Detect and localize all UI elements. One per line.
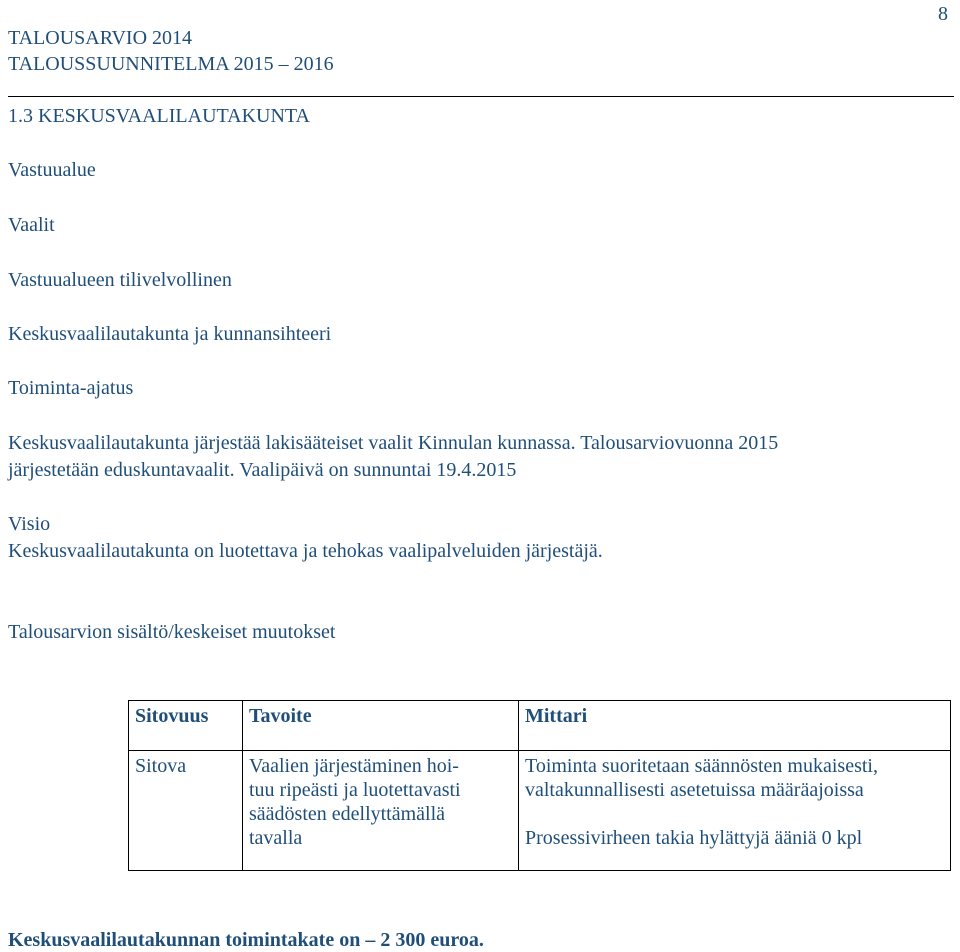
mittari-spacer <box>525 802 944 826</box>
cell-sitovuus <box>129 751 243 871</box>
budget-table <box>128 700 951 871</box>
document-title: TALOUSARVIO 2014 <box>8 27 193 49</box>
vastuualue-label: Vastuualue <box>8 159 96 181</box>
toimintakate-text: Keskusvaalilautakunnan toimintakate on – 2 300 euroa. <box>8 929 484 951</box>
mittari-line: Toiminta suoritetaan säännösten mukaisesti, <box>525 755 878 777</box>
table-header-row <box>129 701 951 751</box>
header-divider <box>8 96 954 97</box>
document-subtitle: TALOUSSUUNNITELMA 2015 – 2016 <box>8 53 334 75</box>
tavoite-line: tuu ripeästi ja luotettavasti <box>249 779 461 801</box>
tavoite-line: Vaalien järjestäminen hoi- <box>249 755 459 777</box>
toiminta-ajatus-line: järjestetään eduskuntavaalit. Vaalipäivä on sunnuntai 19.4.2015 <box>8 459 517 481</box>
tavoite-line: säädösten edellyttämällä <box>249 803 446 825</box>
header-tavoite: Tavoite <box>243 701 519 751</box>
tilivelvollinen-value: Keskusvaalilautakunta ja kunnansihteeri <box>8 323 332 345</box>
tavoite-line: tavalla <box>249 827 303 849</box>
mittari-line: valtakunnallisesti asetetuissa määräajoissa <box>525 779 864 801</box>
tilivelvollinen-label: Vastuualueen tilivelvollinen <box>8 269 232 291</box>
table-row <box>129 751 951 871</box>
toiminta-ajatus-line: Keskusvaalilautakunta järjestää lakisääteiset vaalit Kinnulan kunnassa. Talousarviovuonna 2015 <box>8 432 779 454</box>
visio-label: Visio <box>8 513 51 535</box>
mittari-extra: Prosessivirheen takia hylättyjä ääniä 0 kpl <box>525 827 863 849</box>
cell-tavoite <box>243 751 519 871</box>
header-mittari: Mittari <box>519 701 951 751</box>
toiminta-ajatus-label: Toiminta-ajatus <box>8 377 134 399</box>
cell-mittari <box>519 751 951 871</box>
section-heading: 1.3 KESKUSVAALILAUTAKUNTA <box>8 105 310 127</box>
sitovuus-value: Sitova <box>135 755 187 777</box>
header-sitovuus: Sitovuus <box>129 701 243 751</box>
page-number: 8 <box>938 3 948 25</box>
vastuualue-value: Vaalit <box>8 214 55 236</box>
talousarvio-label: Talousarvion sisältö/keskeiset muutokset <box>8 621 336 643</box>
visio-value: Keskusvaalilautakunta on luotettava ja tehokas vaalipalveluiden järjestäjä. <box>8 540 603 562</box>
